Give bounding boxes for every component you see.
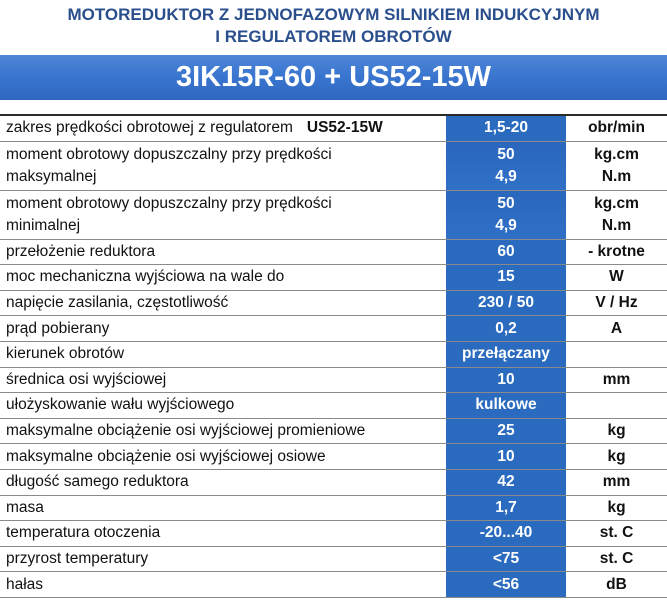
spec-label-line: moment obrotowy dopuszczalny przy prędkości	[6, 145, 332, 163]
spec-label	[0, 419, 440, 444]
spec-label-text: napięcie zasilania, częstotliwość	[6, 294, 229, 312]
spec-label	[0, 470, 440, 495]
spec-label	[0, 444, 440, 469]
spec-row	[0, 470, 667, 496]
spec-row	[0, 116, 667, 142]
spec-unit	[566, 142, 667, 190]
spec-unit-line: st. C	[599, 524, 634, 542]
spec-value	[446, 142, 566, 190]
spec-value	[446, 547, 566, 572]
spec-row	[0, 368, 667, 394]
spec-row	[0, 444, 667, 470]
spec-unit	[566, 572, 667, 597]
spec-row	[0, 419, 667, 445]
spec-value-line: 10	[497, 370, 515, 388]
spec-row	[0, 572, 667, 598]
spec-unit-line: mm	[602, 370, 631, 388]
spec-row	[0, 142, 667, 191]
spec-label	[0, 142, 440, 190]
spec-label-text: moc mechaniczna wyjściowa na wale do	[6, 268, 285, 286]
spec-unit-line: V / Hz	[595, 294, 638, 312]
spec-unit	[566, 444, 667, 469]
spec-unit-line: kg	[607, 422, 626, 440]
spec-value-line: 15	[497, 268, 515, 286]
spec-unit-line: N.m	[601, 216, 632, 234]
spec-unit-line: kg	[607, 447, 626, 465]
spec-value-line: -20...40	[479, 524, 533, 542]
spec-row	[0, 547, 667, 573]
spec-unit-line: N.m	[601, 167, 632, 185]
spec-value	[446, 393, 566, 418]
spec-value-line: 60	[497, 242, 515, 260]
spec-unit-line: W	[609, 268, 624, 286]
spec-label	[0, 240, 440, 265]
spec-label	[0, 316, 440, 341]
spec-label-text: hałas	[6, 575, 44, 593]
spec-row	[0, 240, 667, 266]
spec-label-text: przyrost temperatury	[6, 550, 149, 568]
spec-label	[0, 521, 440, 546]
spec-unit-line: kg.cm	[594, 194, 639, 212]
spec-value	[446, 316, 566, 341]
model-title: 3IK15R-60 + US52-15W	[175, 61, 492, 93]
spec-label-suffix: US52-15W	[306, 119, 383, 137]
header-line-1: MOTOREDUKTOR Z JEDNOFAZOWYM SILNIKIEM INDUKCYJNYM	[67, 5, 600, 24]
spec-row	[0, 316, 667, 342]
spec-unit-line: - krotne	[588, 242, 645, 260]
spec-value-line: 25	[497, 422, 515, 440]
spec-label	[0, 547, 440, 572]
spec-label-text: maksymalne obciążenie osi wyjściowej osiowe	[6, 447, 326, 465]
model-banner	[0, 55, 667, 100]
spec-label	[0, 265, 440, 290]
spec-unit	[566, 470, 667, 495]
spec-row	[0, 265, 667, 291]
spec-unit-line: A	[610, 319, 623, 337]
spec-value-line: <56	[492, 575, 520, 593]
spec-label	[0, 191, 440, 239]
spec-value-line: 0,2	[495, 319, 517, 337]
spec-label-text: zakres prędkości obrotowej z regulatorem	[6, 119, 293, 137]
spec-row	[0, 393, 667, 419]
spec-value	[446, 572, 566, 597]
spec-value	[446, 444, 566, 469]
spec-value-line: 42	[497, 473, 515, 491]
spec-value	[446, 191, 566, 239]
spec-value	[446, 521, 566, 546]
header-line-2: I REGULATOREM OBROTÓW	[215, 27, 452, 46]
spec-value	[446, 470, 566, 495]
spec-value-line: 1,5-20	[484, 119, 528, 137]
spec-unit	[566, 316, 667, 341]
spec-label-text: długość samego reduktora	[6, 473, 189, 491]
spec-label-text: prąd pobierany	[6, 319, 110, 337]
spec-label-text: średnica osi wyjściowej	[6, 370, 167, 388]
spec-value-line: 10	[497, 447, 515, 465]
spec-table	[0, 114, 667, 598]
spec-label-line: moment obrotowy dopuszczalny przy prędkości	[6, 194, 332, 212]
spec-unit	[566, 368, 667, 393]
spec-value	[446, 496, 566, 521]
spec-unit	[566, 191, 667, 239]
spec-row	[0, 521, 667, 547]
spec-value-line: kulkowe	[475, 396, 537, 414]
spec-unit-line: mm	[602, 473, 631, 491]
spec-row	[0, 342, 667, 368]
spec-unit	[566, 496, 667, 521]
spec-label	[0, 572, 440, 597]
spec-unit	[566, 521, 667, 546]
spec-unit-line: kg.cm	[594, 145, 639, 163]
spec-unit	[566, 116, 667, 141]
spec-label	[0, 368, 440, 393]
spec-unit	[566, 265, 667, 290]
spec-unit-line: obr/min	[588, 119, 645, 137]
spec-row	[0, 191, 667, 240]
spec-unit	[566, 291, 667, 316]
spec-label-line: maksymalnej	[6, 167, 97, 185]
spec-unit	[566, 547, 667, 572]
spec-unit-line: kg	[607, 498, 626, 516]
spec-label-text: masa	[6, 498, 44, 516]
spec-label	[0, 342, 440, 367]
spec-unit-line: st. C	[599, 550, 634, 568]
spec-label	[0, 116, 440, 141]
spec-value-line: 230 / 50	[477, 294, 535, 312]
spec-label-text: temperatura otoczenia	[6, 524, 161, 542]
spec-unit	[566, 342, 667, 367]
spec-value	[446, 291, 566, 316]
spec-value-line: 1,7	[495, 498, 517, 516]
spec-label-text: przełożenie reduktora	[6, 242, 156, 260]
spec-value	[446, 240, 566, 265]
spec-unit	[566, 393, 667, 418]
spec-label	[0, 291, 440, 316]
spec-label-text: kierunek obrotów	[6, 345, 125, 363]
spec-label-text: ułożyskowanie wału wyjściowego	[6, 396, 235, 414]
spec-value	[446, 116, 566, 141]
spec-value-line: 4,9	[495, 167, 517, 185]
spec-value	[446, 342, 566, 367]
spec-label-text: maksymalne obciążenie osi wyjściowej promieniowe	[6, 422, 366, 440]
spec-value	[446, 368, 566, 393]
spec-value-line: przełączany	[462, 345, 550, 363]
spec-value-line: 50	[497, 194, 515, 212]
spec-value-line: <75	[492, 550, 520, 568]
spec-unit	[566, 240, 667, 265]
spec-value-line: 50	[497, 145, 515, 163]
spec-row	[0, 291, 667, 317]
spec-unit	[566, 419, 667, 444]
spec-label	[0, 393, 440, 418]
spec-label	[0, 496, 440, 521]
spec-unit-line: dB	[606, 575, 627, 593]
spec-row	[0, 496, 667, 522]
spec-value-line: 4,9	[495, 216, 517, 234]
spec-value	[446, 265, 566, 290]
spec-label-line: minimalnej	[6, 216, 81, 234]
spec-value	[446, 419, 566, 444]
